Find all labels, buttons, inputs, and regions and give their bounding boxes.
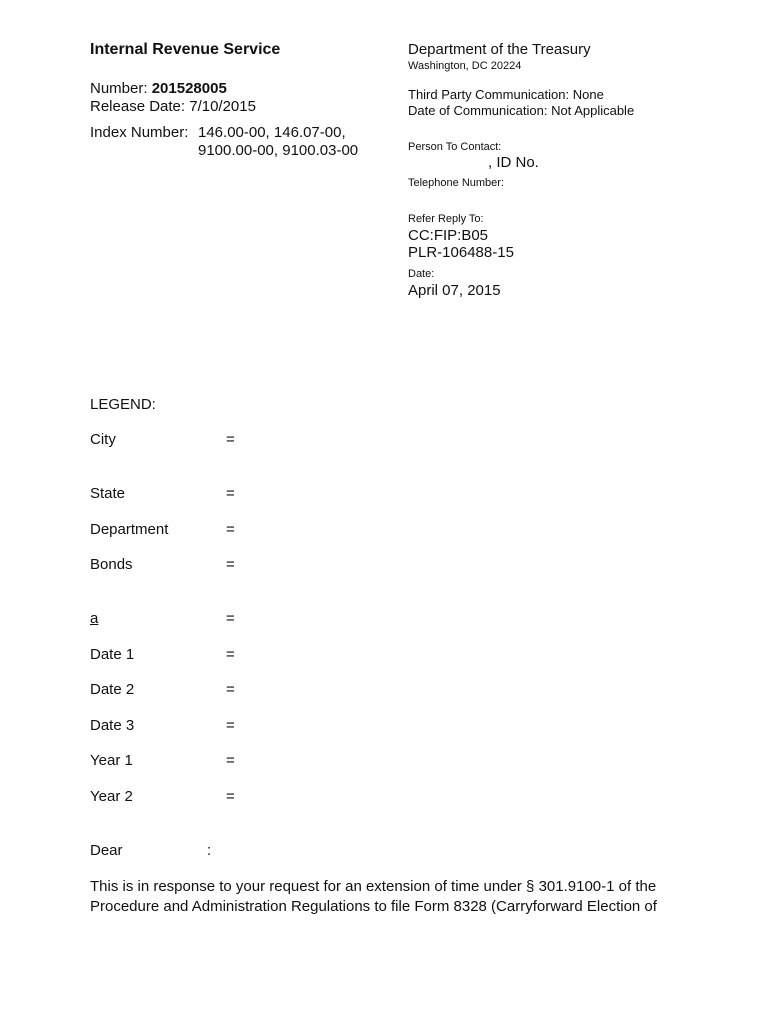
person-to-contact-label: Person To Contact:: [408, 141, 502, 153]
index-line-2: 9100.00-00, 9100.03-00: [198, 142, 359, 159]
legend-item-department: Department: [90, 521, 169, 538]
number-label: Number:: [90, 80, 148, 97]
legend-equals: =: [226, 485, 235, 502]
legend-item-city: City: [90, 431, 116, 448]
release-date: Release Date: 7/10/2015: [90, 98, 256, 115]
index-label: Index Number:: [90, 124, 189, 141]
legend-item-year-2: Year 2: [90, 788, 133, 805]
id-number: , ID No.: [488, 154, 539, 171]
date-of-communication: Date of Communication: Not Applicable: [408, 103, 635, 118]
salutation-dear: Dear: [90, 842, 123, 859]
legend-equals: =: [226, 646, 235, 663]
number-line: [90, 80, 227, 97]
legend-equals: =: [226, 752, 235, 769]
legend-item-bonds: Bonds: [90, 556, 133, 573]
index-line-1: 146.00-00, 146.07-00,: [198, 124, 346, 141]
legend-equals: =: [226, 431, 235, 448]
refer-reply-plr: PLR-106488-15: [408, 244, 514, 261]
letter-body-paragraph: This is in response to your request for an extension of time under § 301.9100-1 of the Procedure and Administration Regulations to file Form 8328 (Carryforward Election of: [90, 878, 657, 915]
number-value: 201528005: [151, 80, 227, 97]
department-name: Department of the Treasury: [408, 41, 591, 58]
legend-equals: =: [226, 788, 235, 805]
date-label: Date:: [408, 268, 435, 280]
refer-reply-code: CC:FIP:B05: [408, 227, 489, 244]
refer-reply-label: Refer Reply To:: [408, 213, 484, 225]
legend-item-year-1: Year 1: [90, 752, 133, 769]
legend-item-date-3: Date 3: [90, 717, 135, 734]
telephone-label: Telephone Number:: [408, 177, 505, 189]
legend-item-a: a: [90, 610, 99, 627]
legend-equals: =: [226, 610, 235, 627]
legend-equals: =: [226, 717, 235, 734]
third-party-communication: Third Party Communication: None: [408, 87, 604, 102]
legend-item-date-2: Date 2: [90, 681, 135, 698]
legend-heading: LEGEND:: [90, 396, 156, 413]
legend-item-state: State: [90, 485, 126, 502]
letter-date: April 07, 2015: [408, 282, 501, 299]
legend-equals: =: [226, 681, 235, 698]
legend-equals: =: [226, 521, 235, 538]
legend-item-date-1: Date 1: [90, 646, 135, 663]
salutation-colon: :: [207, 842, 212, 859]
department-address: Washington, DC 20224: [408, 60, 522, 72]
legend-equals: =: [226, 556, 235, 573]
agency-title: Internal Revenue Service: [90, 41, 281, 58]
